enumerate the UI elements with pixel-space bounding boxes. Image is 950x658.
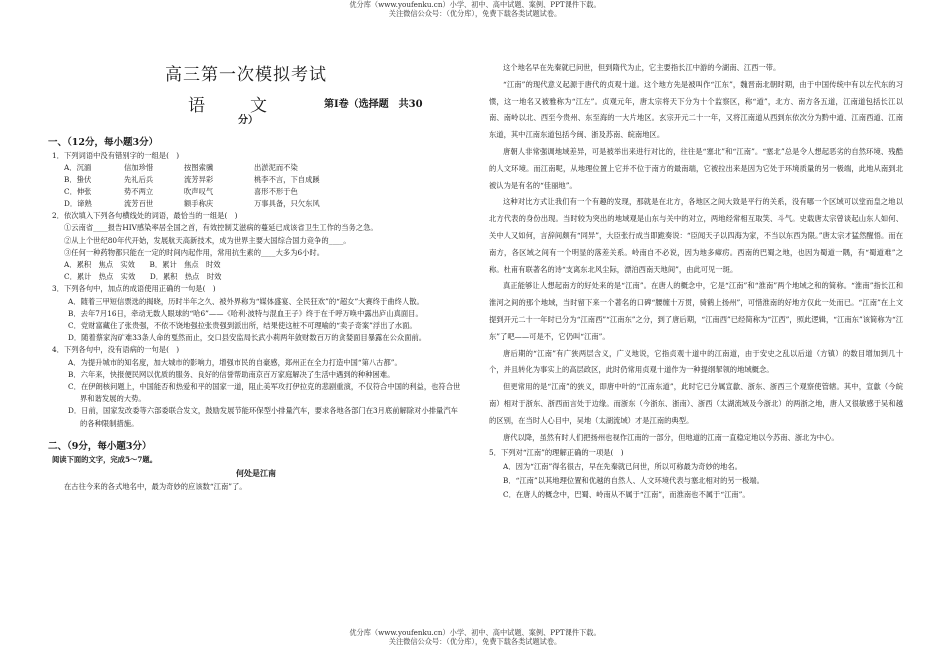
q1-b-3: 流芳异彩 (184, 175, 214, 185)
q4-option-c: C．在伊朗核问题上，中国能否和热爱和平的国家一道，阻止美军攻打伊拉克的悲剧重演，不仅符合中国的利益，也符合世界和谐发展的大势。 (68, 382, 461, 404)
q1-a-3: 按图索骥 (184, 163, 214, 173)
q5-option-a: A．因为“江南”得名很古，早在先秦就已问世，所以可称最为奇妙的地名。 (503, 462, 742, 472)
q3-option-a: A．随着三甲短信票选的揭晓，历时半年之久、被外界称为“媒体盛宴、全民狂欢”的“超女”大赛终于曲终人散。 (68, 296, 424, 306)
q3-option-b: B．去年7月16日，牵动无数人眼球的“哈6”——《哈利·波特与混血王子》终于在千呼万唤中露出庐山真面目。 (68, 308, 423, 318)
top-banner (0, 0, 950, 18)
essay-title: 何处是江南 (236, 468, 276, 479)
q2-stem: 2．依次填入下列各句横线处的词语，最恰当的一组是( ) (52, 211, 238, 221)
q4-option-b: B．六年来，快报便民网以优质的服务、良好的信誉帮助南京百万家庭解决了生活中遇到的种种困难。 (68, 369, 395, 379)
q1-stem: 1．下列词语中没有错别字的一组是( ) (52, 151, 180, 160)
essay-paragraph-1: 这个地名早在先秦就已问世，但到隋代为止，它主要指长江中游的今湖南、江西一带。 (503, 63, 781, 72)
q4-stem: 4．下列各句中，没有语病的一句是( ) (52, 345, 180, 355)
essay-first-line: 在古往今来的各式地名中，最为奇妙的应该数“江南”了。 (64, 482, 247, 492)
essay-paragraph-3: 唐朝人非常强调地域差异，可是被举出来进行对比的，往往是“塞北”和“江南”。“塞北”总是令人想起恶劣的自然环境、残酷的人文环境。而江南呢，从地理位置上它并不位于南方的最南端，它被拉出来是因为它处于环境质量的另一极端，此地从南到北被认为是有名的“佳丽地”。 (489, 146, 903, 190)
q2-options-ab: A．累积 焦点 实效 B．累计 焦点 时效 (64, 260, 221, 270)
q1-b-4: 桃李不言，下自成蹊 (254, 175, 320, 185)
q1-c-2: 势不两立 (124, 187, 154, 197)
q1-c-4: 喜形不形于色 (254, 187, 298, 197)
q2-sentence-1: ①云南省____报告HIV感染率居全国之首，有效控制艾滋病的蔓延已成该省卫生工作的当务之急。 (64, 223, 378, 233)
volume-heading-cont: 分） (238, 115, 258, 126)
q4-option-d: D．日前，国家发改委等六部委联合发文，鼓励发展节能环保型小排量汽车，要求各地各部门在3月底前解除对小排量汽车的各种限制措施。 (68, 406, 458, 428)
left-column (48, 60, 464, 493)
q5-option-c: C．在唐人的概念中，巴蜀、岭南从不属于“江南”，而淮南也不属于“江南”。 (503, 490, 750, 500)
banner-line-1: 优分库（www.youfenku.cn）小学、初中、高中试题、案例、PPT课件下载。 (349, 0, 601, 9)
reading-instruction: 阅读下面的文字，完成5～7题。 (52, 454, 158, 464)
q3-option-c: C．党财富藏住了张贵强，不依不饶地强拉张贵强到派出所，结果使这桩不可理喻的“卖子奇案”浮出了水面。 (68, 321, 417, 331)
q1-a-2: 信加珍惜 (124, 163, 154, 173)
q1-a-4: 出淤泥而不染 (254, 163, 298, 173)
q1-c-3: 吹声叹气 (184, 187, 214, 197)
right-column (489, 60, 903, 502)
subject-row (48, 91, 464, 116)
q3-option-d: D．随着蔡家沟矿难33条人命的戛然而止，交口县安监局长武小莉两年敛财数百万的贪婪面目暴露在公众面前。 (68, 333, 427, 343)
subject-title: 语 文 (188, 96, 281, 116)
q1-c-1: C．伸张 (64, 187, 92, 197)
q5-option-b: B．“江南”以其地理位置和优越的自然人、人文环境代表与塞北相对的另一极端。 (503, 476, 764, 486)
q1-d-4: 万事具备，只欠东风 (254, 199, 320, 209)
q2-sentence-2: ②从上个世纪80年代开始，发展航天高新技术，成为世界主要大国综合国力竞争的____。 (64, 235, 351, 245)
essay-paragraph-6: 唐后期的“江南”有广狭两层含义，广义地说，它指贞观十道中的江南道，由于安史之乱以后道（方镇）的数目增加到几十个，并且转化为事实上的高层政区，此时仍常用贞观十道作为一种提纲挈领的地域概念。 (489, 348, 903, 375)
q4-option-a: A．为提升城市的知名度，加大城市的影响力，增强市民的自豪感，郑州正在全力打造中国“第八古都”。 (68, 357, 402, 367)
q1-b-2: 先礼后兵 (124, 175, 154, 185)
footer-line-2: 关注微信公众号：（优分库），免费下载各类试题试卷。 (388, 637, 562, 646)
exam-title: 高三第一次模拟考试 (165, 65, 327, 85)
section-2-heading: 二、（9分，每小题3分） (48, 440, 152, 452)
footer-line-1: 优分库（www.youfenku.cn）小学、初中、高中试题、案例、PPT课件下载。 (349, 628, 601, 637)
q1-b-1: B．蛰伏 (64, 175, 92, 185)
q1-d-3: 额手称庆 (184, 199, 214, 209)
section-1-heading: 一、（12分，每小题3分） (48, 137, 159, 148)
q1-d-1: D．谛熟 (64, 199, 92, 209)
essay-paragraph-7: 但更常用的是“江南”的狭义，即唐中叶的“江南东道”，此时它已分属宣歙、浙东、浙西三个观察使管辖。其中，宣歙（今皖南）相对于浙东、浙西而言处于边缘。而浙东（今浙东、浙南）、浙西（太湖流域及今浙北）的两浙之地，唐人又很敏感于吴和越的区别，在当时人心目中，吴地（太湖流域）才是江南的典型。 (489, 382, 903, 425)
essay-paragraph-4: 这种对比方式让我们有一个有趣的发现，那就是在北方，各地区之间大致是平行的关系，没有哪一个区域可以堂而皇之地以北方代表的身份出现。当时较为突出的地域观是山东与关中的对立，两地经常相互取笑、斗气。史载唐太宗曾谈起山东人如何、关中人又如何，言辞间颇有“同异”，大臣张行成当即跪奏说：“臣闻天子以四海为家，不当以东西为限。”唐太宗才猛然醒悟。而在南方，各区域之间有一个明显的落差关系。岭南自不必说，因为地多瘴疠。西南的巴蜀之地，也因为蜀道一隅，有“蜀道难”之称。杜甫有联著名的诗“支离东北风尘际，漂泊西南天地间”，由此可见一斑。 (489, 197, 903, 274)
essay-paragraph-5: 真正能够让人想起南方的好处来的是“江南”。在唐人的概念中，它是“江南”和“淮南”两个地域之和的简称。“淮南”指长江和淮河之间的那个地域，当时留下来一个著名的口碑“腰缠十万贯，骑鹤上扬州”，可惜淮南的好地方仅此一处而已。“江南”在上文提到开元二十一年时已分为“江南西”“江南东”之分，到了唐后期，“江南西”已经简称为“江西”，照此逻辑，“江南东”该简称为“江东”了吧——可是不，它仍叫“江南”。 (489, 281, 903, 341)
q2-sentence-3: ③任何一种药物都只能在一定的时间内起作用，常用抗生素的____大多为6小时。 (64, 247, 325, 257)
q2-options-cd: C．累计 热点 实效 D．累积 热点 时效 (64, 272, 222, 282)
essay-paragraph-8: 唐代以降，虽然有时人们把扬州也视作江南的一部分，但地道的江南一直稳定地以今苏南、浙北为中心。 (503, 432, 839, 442)
bottom-banner (0, 628, 950, 646)
q5-stem: 5．下列对“江南”的理解正确的一项是( ) (489, 448, 624, 458)
essay-paragraph-2: “江南”的现代意义起源于唐代的贞观十道。这个地方先是被叫作“江东”，魏晋南北朝时期，由于中国传统中有以左代东的习惯，这一地名又被雅称为“江左”。贞观元年，唐太宗将天下分为十个监察区，称“道”，北方、南方各五道，江南道包括长江以南、南岭以北、西至今贵州、东至海的一大片地区。玄宗开元二十一年，又将江南道从西到东依次分为黔中道、江南西道、江南东道，其中江南东道包括今闽、浙及苏南、皖南地区。 (489, 79, 903, 140)
q1-a-1: A．沉湎 (64, 163, 92, 173)
q3-stem: 3．下列各句中，加点的成语使用正确的一句是( ) (52, 284, 216, 294)
q1-d-2: 流芳百世 (124, 199, 154, 209)
volume-heading: 第Ⅰ卷（选择题 共30 (324, 99, 423, 110)
q1-options (48, 162, 464, 210)
banner-line-2: 关注微信公众号：（优分库），免费下载各类试题试卷。 (388, 9, 562, 18)
